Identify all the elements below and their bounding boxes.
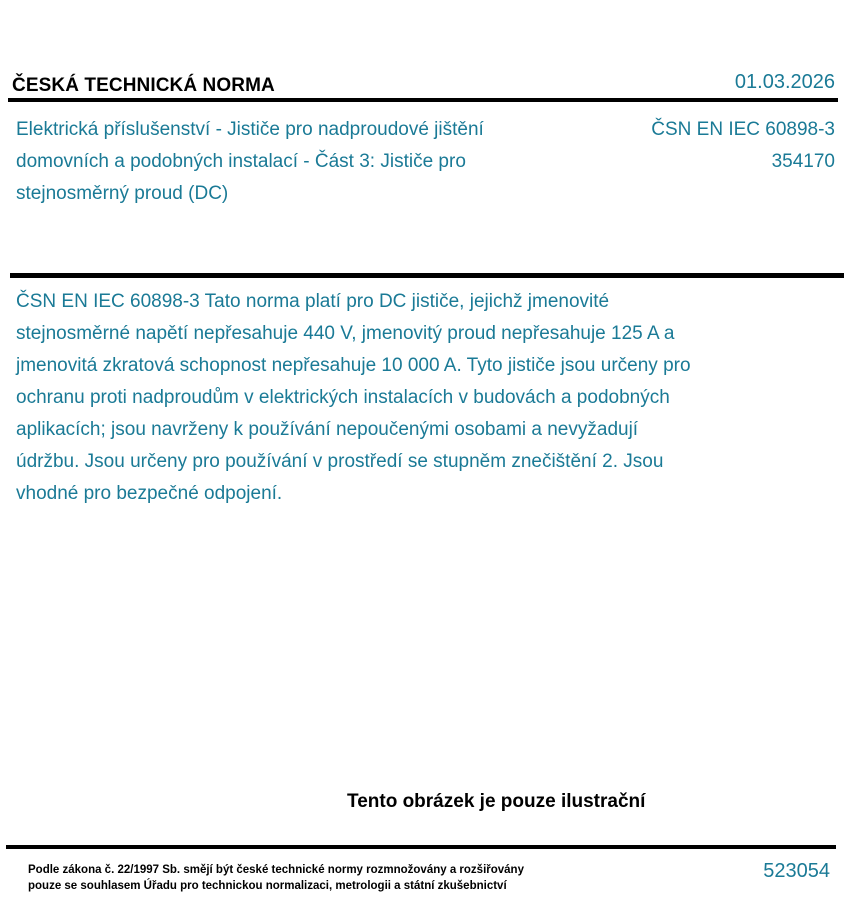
legal-notice-line-2: pouze se souhlasem Úřadu pro technickou normalizaci, metrologii a státní zkušebnictví xyxy=(28,880,507,892)
standard-identifier-block xyxy=(651,114,835,178)
document-type-heading: ČESKÁ TECHNICKÁ NORMA xyxy=(12,75,275,96)
classification-number: 354170 xyxy=(771,151,835,172)
footer-divider xyxy=(6,845,836,849)
publication-date: 01.03.2026 xyxy=(734,71,835,93)
standard-title: Elektrická příslušenství - Jističe pro nadproudové jištění domovních a podobných instalací - Část 3: Jističe pro stejnosměrný proud (DC) xyxy=(16,119,484,204)
header-divider xyxy=(8,98,838,102)
standard-abstract: ČSN EN IEC 60898-3 Tato norma platí pro DC jističe, jejichž jmenovité stejnosměrné napětí nepřesahuje 440 V, jmenovitý proud nepřesahuje 125 A a jmenovitá zkratová schopnost nepřesahuje 10 000 A. Tyto jističe jsou určeny pro ochranu proti nadproudům v elektrických instalacích v budovách a podobných aplikacích; jsou navrženy k používání nepoučenými osobami a nevyžadují údržbu. Jsou určeny pro používání v prostředí se stupněm znečištění 2. Jsou vhodné pro bezpečné odpojení. xyxy=(16,291,691,504)
legal-notice xyxy=(28,862,588,894)
document-number: 523054 xyxy=(763,860,830,882)
standard-code: ČSN EN IEC 60898-3 xyxy=(651,119,835,140)
section-divider xyxy=(10,273,844,278)
legal-notice-line-1: Podle zákona č. 22/1997 Sb. smějí být české technické normy rozmnožovány a rozšiřovány xyxy=(28,864,524,876)
illustration-disclaimer: Tento obrázek je pouze ilustrační xyxy=(347,791,646,812)
